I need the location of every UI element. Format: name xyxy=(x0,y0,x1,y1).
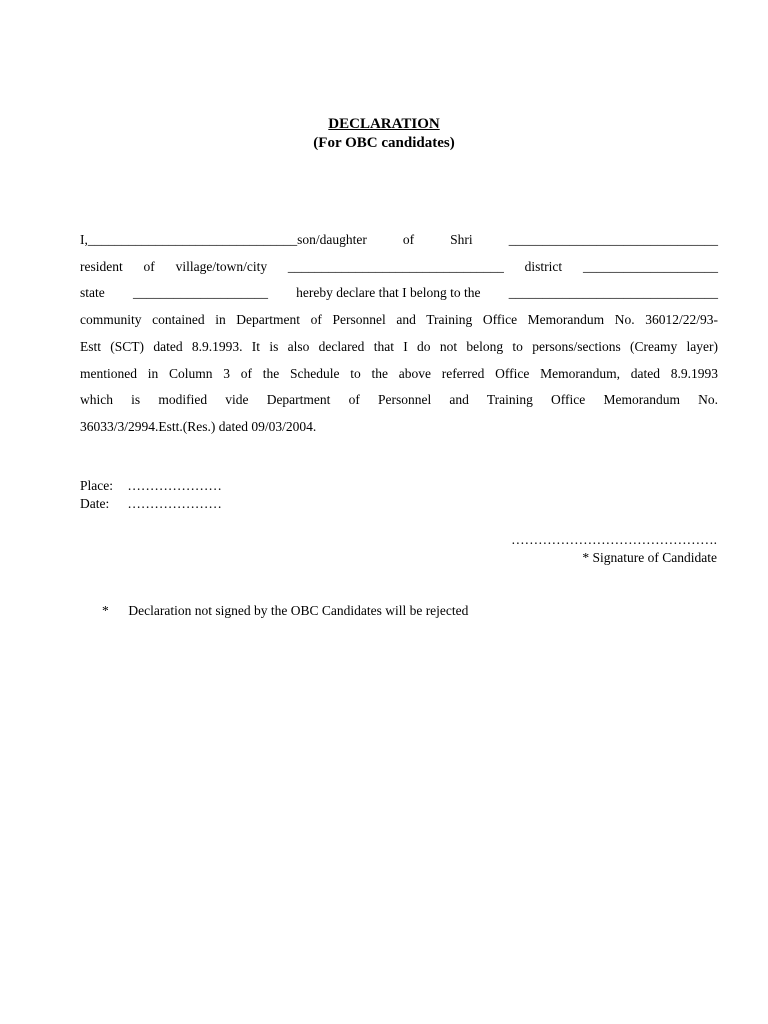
declaration-line-8: 36033/3/2994.Estt.(Res.) dated 09/03/2004. xyxy=(80,418,317,434)
declaration-line-4: community contained in Department of Personnel and Training Office Memorandum No. 36012/22/93- xyxy=(80,312,718,328)
shri-word: Shri xyxy=(450,232,473,247)
document-header xyxy=(0,115,768,153)
place-date-block xyxy=(80,477,222,512)
declaration-line-2 xyxy=(80,254,718,281)
date-row xyxy=(80,495,222,513)
resident-word: resident xyxy=(80,258,123,274)
document-subtitle: (For OBC candidates) xyxy=(313,135,455,151)
community-blank: _______________________________ xyxy=(508,285,718,301)
village-blank: ________________________________ xyxy=(287,258,504,274)
date-blank: ………………… xyxy=(127,495,222,511)
district-label: district xyxy=(524,258,563,274)
place-label: Place: xyxy=(80,478,113,493)
document-title: DECLARATION xyxy=(328,116,440,132)
declaration-line-3 xyxy=(80,280,718,307)
date-label: Date: xyxy=(80,495,110,511)
declaration-body xyxy=(80,227,718,441)
place-blank: ………………… xyxy=(127,478,222,493)
of-word: of xyxy=(402,232,415,247)
place-row xyxy=(80,477,222,495)
footnote-asterisk: * xyxy=(102,603,109,618)
signature-line: ………………………………………. xyxy=(511,532,717,547)
father-name-blank: _______________________________ xyxy=(508,232,718,247)
district-blank: ____________________ xyxy=(582,258,718,274)
declaration-line-7: which is modified vide Department of Personnel and Training Office Memorandum No. xyxy=(80,392,718,408)
village-town-city-label: village/town/city xyxy=(175,258,268,274)
state-blank: ____________________ xyxy=(132,285,268,301)
declaration-line-5: Estt (SCT) dated 8.9.1993. It is also declared that I do not belong to persons/sections (Creamy layer) xyxy=(80,338,718,354)
declare-text: hereby declare that I belong to the xyxy=(296,285,481,301)
signature-block xyxy=(511,531,717,567)
footnote-text: Declaration not signed by the OBC Candidates will be rejected xyxy=(128,603,469,618)
declaration-line-6: mentioned in Column 3 of the Schedule to the above referred Office Memorandum, dated 8.9.1993 xyxy=(80,365,718,381)
signature-label: * Signature of Candidate xyxy=(582,550,717,565)
name-blank: I,_______________________________son/daughter xyxy=(80,232,367,247)
declaration-line-1 xyxy=(80,227,718,254)
of-word: of xyxy=(143,258,155,274)
footnote xyxy=(102,602,468,620)
state-label: state xyxy=(80,285,105,301)
